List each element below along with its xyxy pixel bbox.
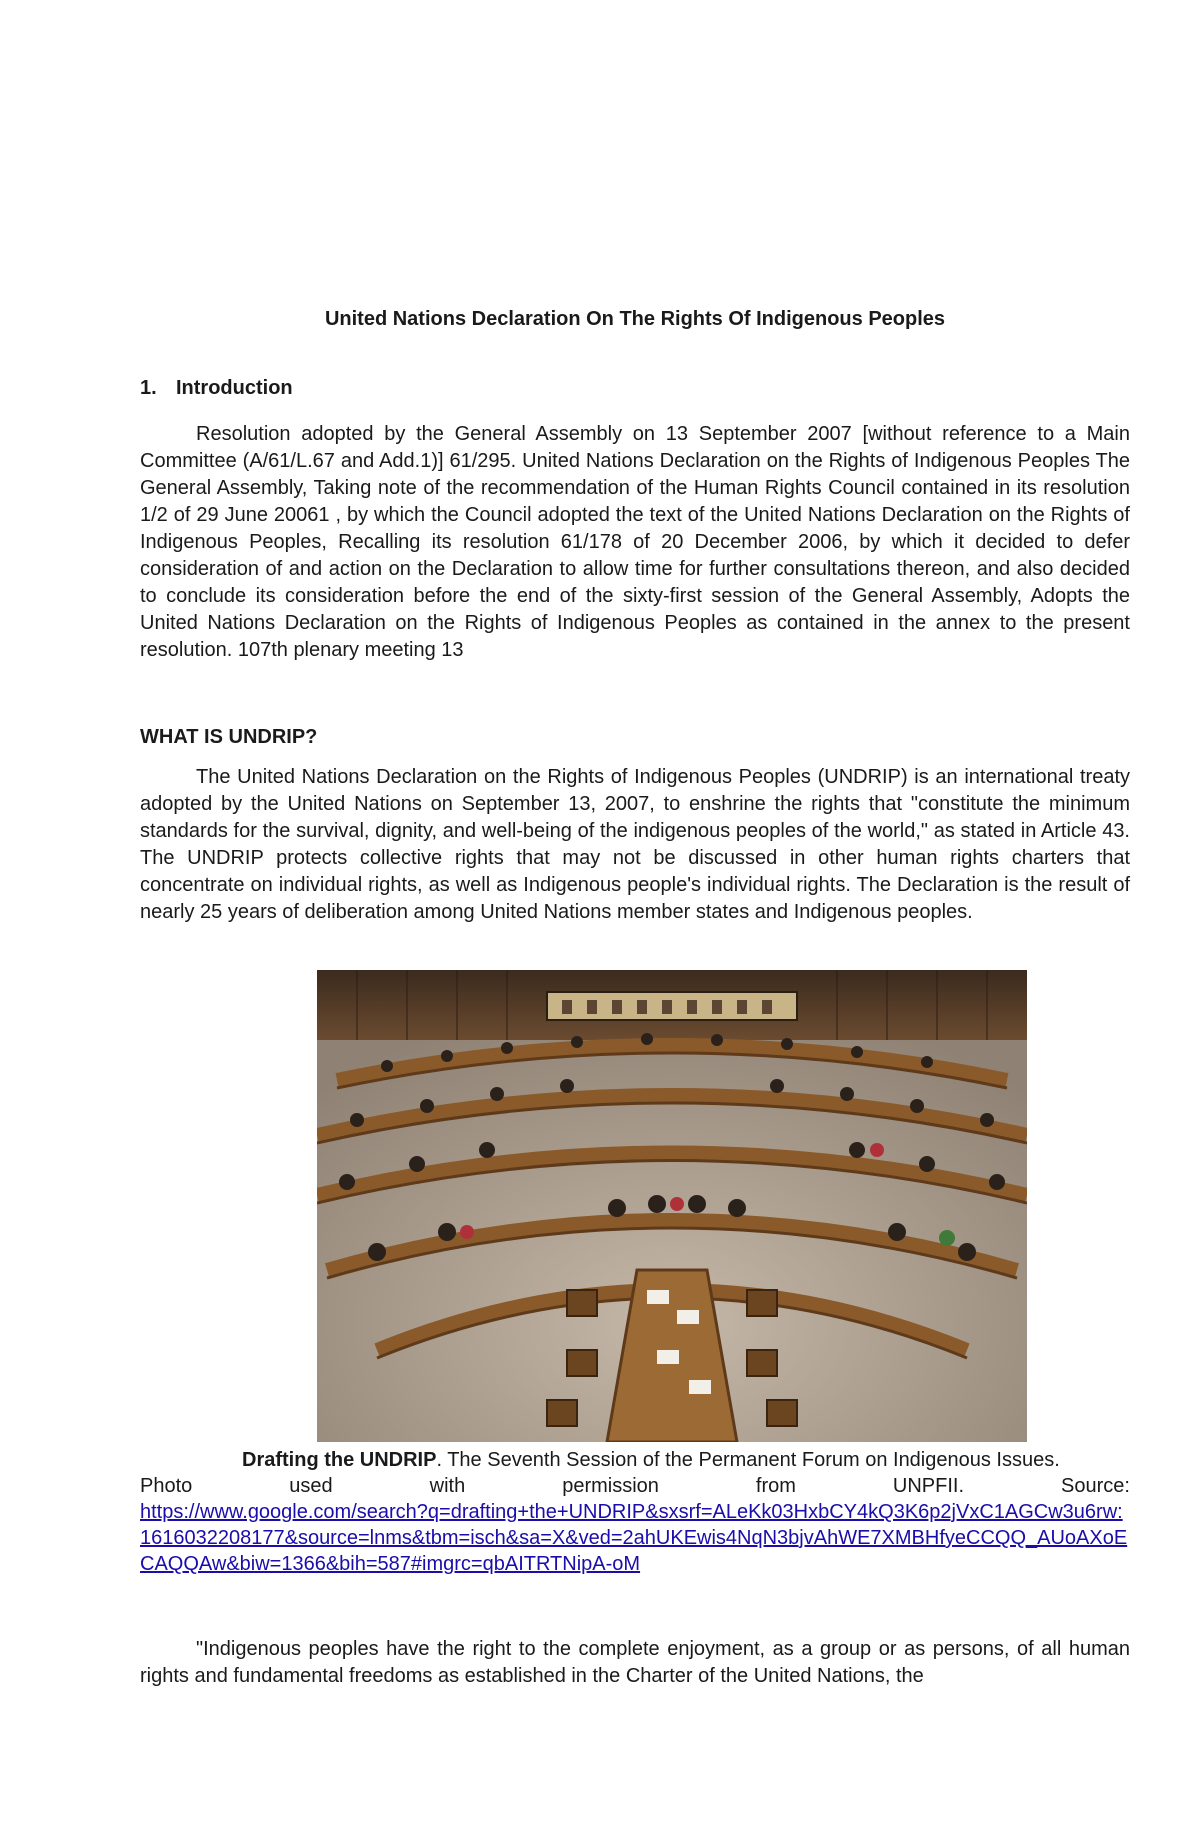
credit-word: Source: (1061, 1475, 1130, 1497)
credit-word: permission (562, 1475, 659, 1497)
credit-word: from (755, 1475, 796, 1497)
caption-title-line (140, 1447, 1130, 1473)
assembly-hall-photo (317, 970, 1027, 1442)
section-title: Introduction (176, 377, 293, 399)
credit-word: UNPFII. (892, 1475, 965, 1497)
caption-bold: Drafting the UNDRIP (242, 1449, 437, 1471)
credit-word: used (289, 1475, 333, 1497)
section-number: 1. (140, 377, 157, 399)
source-link[interactable]: https://www.google.com/search?q=drafting+the+UNDRIP&sxsrf=ALeKk03HxbCY4kQ3K6p2jVxC1AGCw3u6rw:1616032208177&source=lnms&tbm=isch&sa=X&ved=2ahUKEwis4NqN3bjvAhWE7XMBHfyeCCQQ_AUoAXoECAQQAw&biw=1366&bih=587#imgrc=qbAITRTNipA-oM (140, 1501, 1128, 1575)
what-is-undrip-paragraph: The United Nations Declaration on the Rights of Indigenous Peoples (UNDRIP) is an international treaty adopted by the United Nations on September 13, 2007, to enshrine the rights that "constitute the minimum standards for the survival, dignity, and well-being of the indigenous peoples of the world," as stated in Article 43. The UNDRIP protects collective rights that may not be discussed in other human rights charters that concentrate on individual rights, as well as Indigenous people's individual rights. The Declaration is the result of nearly 25 years of deliberation among United Nations member states and Indigenous peoples. (140, 766, 1130, 923)
credit-word: Photo (140, 1475, 193, 1497)
rights-quote-paragraph: "Indigenous peoples have the right to the complete enjoyment, as a group or as persons, of all human rights and fundamental freedoms as established in the Charter of the United Nations, the (140, 1638, 1130, 1687)
introduction-paragraph: Resolution adopted by the General Assembly on 13 September 2007 [without reference to a Main Committee (A/61/L.67 and Add.1)] 61/295. United Nations Declaration on the Rights of Indigenous Peoples The General Assembly, Taking note of the recommendation of the Human Rights Council contained in its resolution 1/2 of 29 June 20061 , by which the Council adopted the text of the United Nations Declaration on the Rights of Indigenous Peoples, Recalling its resolution 61/178 of 20 December 2006, by which it decided to defer consideration of and action on the Declaration to allow time for further consultations thereon, and also decided to conclude its consideration before the end of the sixty-first session of the General Assembly, Adopts the United Nations Declaration on the Rights of Indigenous Peoples as contained in the annex to the present resolution. 107th plenary meeting 13 (140, 423, 1130, 661)
caption-text: . The Seventh Session of the Permanent Forum on Indigenous Issues. (436, 1449, 1060, 1471)
caption-credit-line (140, 1473, 1130, 1499)
photo-caption (140, 1447, 1130, 1577)
credit-word: with (429, 1475, 466, 1497)
introduction-heading (140, 377, 293, 400)
document-title: United Nations Declaration On The Rights Of Indigenous Peoples (324, 308, 946, 330)
what-is-undrip-heading: WHAT IS UNDRIP? (140, 726, 318, 748)
